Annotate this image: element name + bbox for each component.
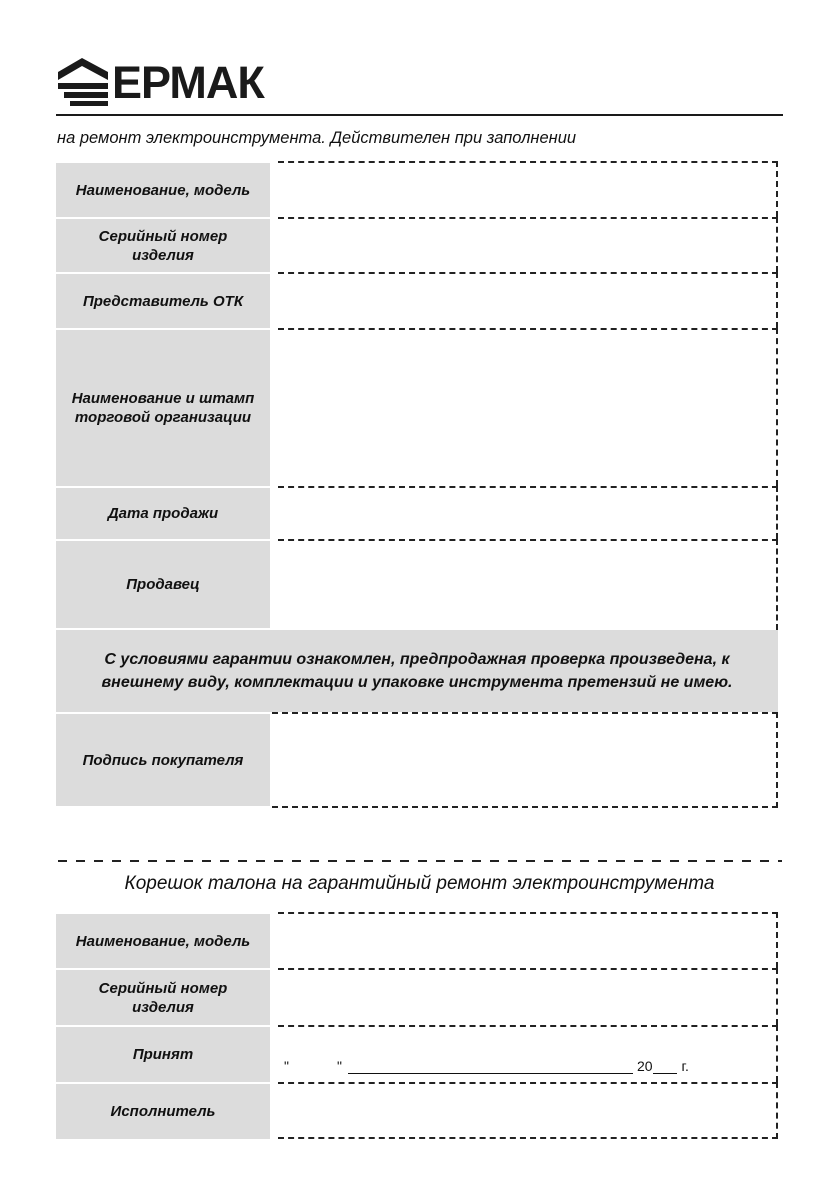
stub-field-executor[interactable] [278, 1082, 778, 1139]
cut-line [58, 860, 782, 862]
field-model[interactable] [278, 161, 778, 217]
stub-field-model[interactable] [278, 912, 778, 968]
label-serial: Серийный номер изделия [56, 219, 270, 272]
stub-field-accepted[interactable] [278, 1025, 778, 1082]
brand-logo [56, 56, 296, 108]
stub-label-model: Наименование, модель [56, 914, 270, 968]
label-model: Наименование, модель [56, 163, 270, 217]
label-buyer-signature: Подпись покупателя [56, 714, 270, 806]
field-shop-stamp[interactable] [278, 328, 778, 486]
year-blank[interactable] [653, 1059, 677, 1074]
accepted-date-line: " " 20 г. [284, 1058, 689, 1074]
stub-title: Корешок талона на гарантийный ремонт электроинструмента [124, 873, 715, 894]
field-otk[interactable] [278, 272, 778, 328]
month-blank[interactable] [348, 1059, 633, 1074]
field-buyer-signature[interactable] [272, 712, 778, 808]
field-seller[interactable] [278, 539, 778, 630]
stub-label-accepted: Принят [56, 1027, 270, 1082]
label-seller: Продавец [56, 541, 270, 628]
consent-statement: С условиями гарантии ознакомлен, предпродажная проверка произведена, к внешнему виду, комплектации и упаковке инструмента претензий не имею. [56, 630, 778, 712]
stub-label-serial: Серийный номер изделия [56, 970, 270, 1025]
label-sale-date: Дата продажи [56, 488, 270, 539]
label-otk: Представитель ОТК [56, 274, 270, 328]
intro-text: на ремонт электроинструмента. Действителен при заполнении [57, 129, 577, 147]
stub-label-executor: Исполнитель [56, 1084, 270, 1139]
header-rule [56, 114, 783, 116]
label-shop-stamp: Наименование и штамп торговой организации [56, 330, 270, 486]
stub-field-serial[interactable] [278, 968, 778, 1025]
field-sale-date[interactable] [278, 486, 778, 539]
field-serial[interactable] [278, 217, 778, 272]
brand-wordmark: ЕРМАК [112, 57, 264, 108]
